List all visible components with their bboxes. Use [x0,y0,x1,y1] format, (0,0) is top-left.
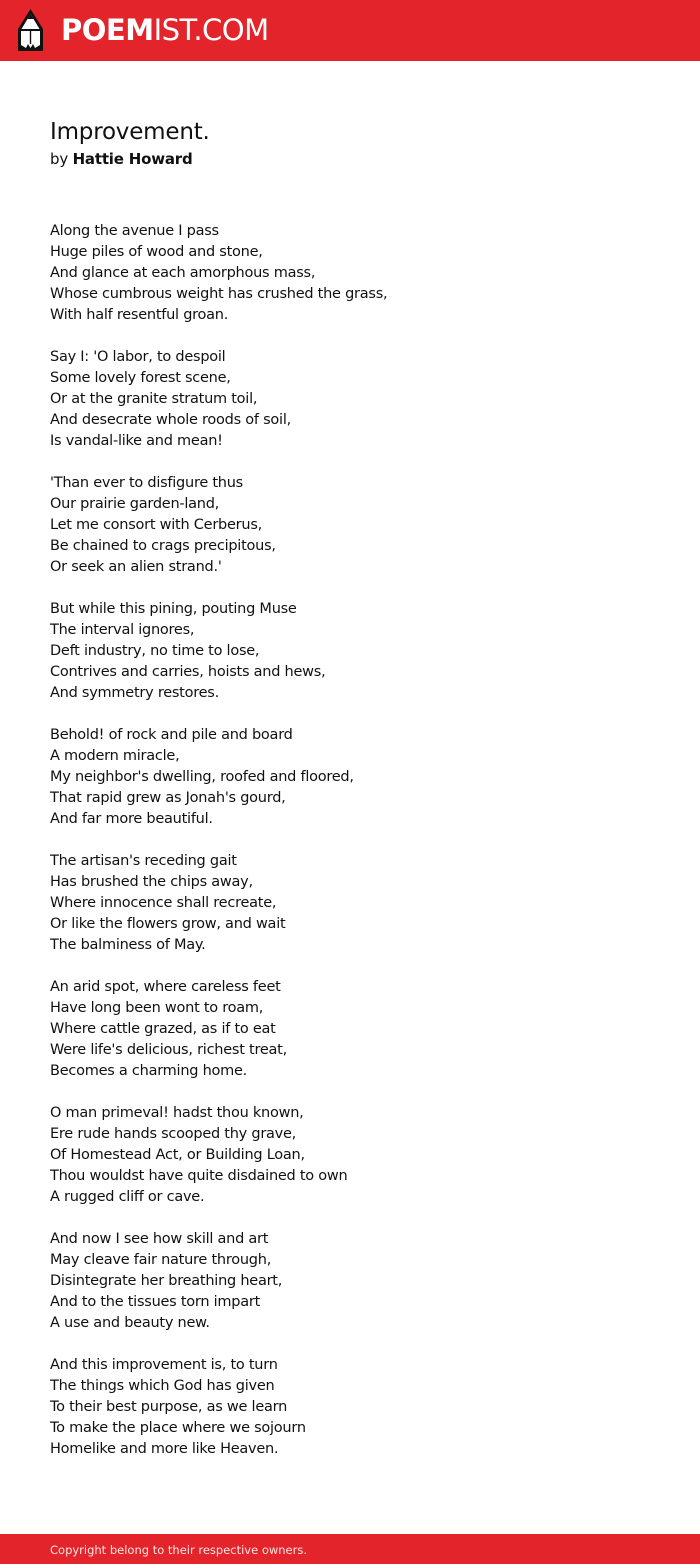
poem-line: Some lovely forest scene, [50,370,231,386]
poem-line: A use and beauty new. [50,1315,210,1331]
poem-line: The things which God has given [50,1378,275,1394]
poem-line: With half resentful groan. [50,307,229,323]
author-name: Hattie Howard [72,150,193,168]
poem-line: The interval ignores, [50,622,195,638]
site-footer [0,1534,700,1564]
stanza [50,347,650,452]
poem-line: Becomes a charming home. [50,1063,248,1079]
poem-byline [50,148,650,170]
logo-wordmark [61,9,269,51]
by-label: by [50,150,68,168]
poem-line: Along the avenue I pass [50,223,219,239]
poem-line: And to the tissues torn impart [50,1294,261,1310]
poem-line: Where innocence shall recreate, [50,895,277,911]
poem-line: Our prairie garden-land, [50,496,220,512]
poem-line: A rugged cliff or cave. [50,1189,205,1205]
poem-line: An arid spot, where careless feet [50,979,281,995]
poem-line: Have long been wont to roam, [50,1000,264,1016]
poem-line: Were life's delicious, richest treat, [50,1042,287,1058]
stanza [50,473,650,578]
poem-line: But while this pining, pouting Muse [50,601,297,617]
poem-line: A modern miracle, [50,748,180,764]
poem-line: Contrives and carries, hoists and hews, [50,664,326,680]
stanza [50,1355,650,1460]
stanza [50,851,650,956]
poem-line: To their best purpose, as we learn [50,1399,288,1415]
site-logo-link[interactable] [18,9,269,51]
poem-line: Or like the flowers grow, and wait [50,916,286,932]
logo-wordmark-bold: POEM [61,13,154,47]
poem-line: My neighbor's dwelling, roofed and floored, [50,769,354,785]
poem-line: 'Than ever to disfigure thus [50,475,243,491]
pencil-icon [18,9,43,51]
poem-line: And symmetry restores. [50,685,219,701]
poem-line: Is vandal-like and mean! [50,433,223,449]
poem-line: Or seek an alien strand.' [50,559,222,575]
poem-line: And this improvement is, to turn [50,1357,278,1373]
poem-line: And now I see how skill and art [50,1231,269,1247]
poem-title: Improvement. [50,119,210,145]
poem-line: That rapid grew as Jonah's gourd, [50,790,286,806]
poem-line: The balminess of May. [50,937,206,953]
poem-line: And glance at each amorphous mass, [50,265,316,281]
poem-line: To make the place where we sojourn [50,1420,306,1436]
stanza [50,977,650,1082]
stanza [50,725,650,830]
poem-line: The artisan's receding gait [50,853,237,869]
site-header [0,0,700,61]
poem-line: Or at the granite stratum toil, [50,391,258,407]
poem-line: Ere rude hands scooped thy grave, [50,1126,297,1142]
poem-line: And far more beautiful. [50,811,213,827]
poem-line: O man primeval! hadst thou known, [50,1105,304,1121]
poem-line: May cleave fair nature through, [50,1252,272,1268]
poem-line: Say I: 'O labor, to despoil [50,349,226,365]
poem-content [50,116,650,1481]
poem-line: Whose cumbrous weight has crushed the grass, [50,286,388,302]
poem-line: Homelike and more like Heaven. [50,1441,279,1457]
stanza [50,1229,650,1334]
poem-body [50,221,650,1460]
poem-line: Behold! of rock and pile and board [50,727,293,743]
poem-line: And desecrate whole roods of soil, [50,412,291,428]
poem-line: Be chained to crags precipitous, [50,538,276,554]
copyright-text: Copyright belong to their respective owners. [50,1543,308,1557]
poem-line: Deft industry, no time to lose, [50,643,260,659]
poem-line: Thou wouldst have quite disdained to own [50,1168,348,1184]
poem-line: Where cattle grazed, as if to eat [50,1021,276,1037]
stanza [50,221,650,326]
logo-wordmark-light: IST.COM [153,13,269,47]
stanza [50,1103,650,1208]
poem-line: Disintegrate her breathing heart, [50,1273,283,1289]
poem-line: Has brushed the chips away, [50,874,253,890]
poem-line: Let me consort with Cerberus, [50,517,262,533]
poem-line: Of Homestead Act, or Building Loan, [50,1147,305,1163]
poem-line: Huge piles of wood and stone, [50,244,263,260]
stanza [50,599,650,704]
